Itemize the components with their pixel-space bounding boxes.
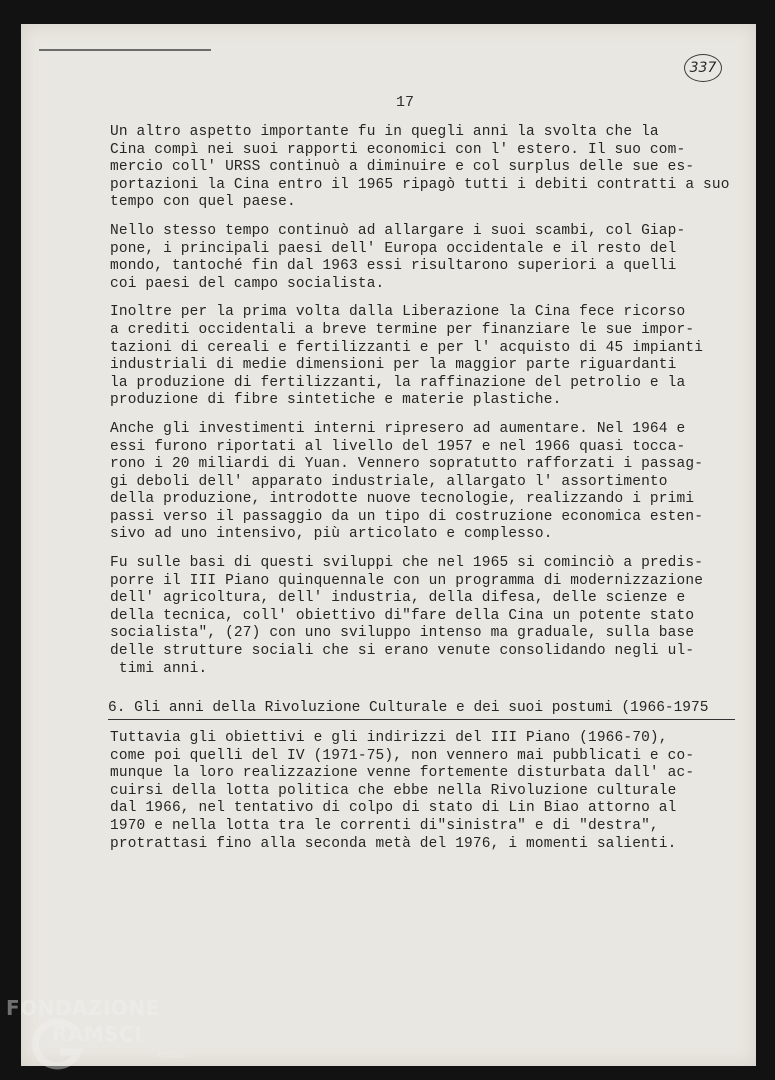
text-line: pone, i principali paesi dell' Europa occidentale e il resto del [110, 240, 677, 257]
body-text [110, 124, 740, 689]
text-line: delle strutture sociali che si erano venute consolidando negli ul- [110, 643, 695, 660]
text-line: della produzione, introdotte nuove tecnologie, realizzando i primi [110, 491, 695, 508]
text-line: Un altro aspetto importante fu in quegli anni la svolta che la [110, 124, 659, 140]
top-rule [39, 49, 211, 51]
text-line: la produzione di fertilizzanti, la raffinazione del petrolio e la [110, 374, 686, 391]
text-line: produzione di fibre sintetiche e materie plastiche. [110, 392, 562, 409]
text-line: cuirsi della lotta politica che ebbe nella Rivoluzione culturale [110, 782, 677, 799]
page-number: 17 [396, 94, 415, 111]
section-body-text [110, 730, 740, 864]
paragraph [110, 304, 740, 410]
paragraph [110, 421, 740, 544]
paragraph [110, 223, 740, 293]
text-line: passi verso il passaggio da un tipo di costruzione economica esten- [110, 508, 704, 525]
text-line: come poi quelli del IV (1971-75), non vennero mai pubblicati e co- [110, 747, 695, 764]
text-line: sivo ad uno intensivo, più articolato e complesso. [110, 526, 553, 543]
text-line: a crediti occidentali a breve termine per finanziare le sue impor- [110, 321, 695, 338]
text-line: dal 1966, nel tentativo di colpo di stato di Lin Biao attorno al [110, 800, 677, 817]
text-line: munque la loro realizzazione venne fortemente disturbata dall' ac- [110, 765, 695, 782]
text-line: 1970 e nella lotta tra le correnti di"sinistra" e di "destra", [110, 817, 659, 834]
text-line: gi deboli dell' apparato industriale, allargato l' assortimento [110, 473, 668, 490]
text-line: essi furono riportati al livello del 1957 e nel 1966 quasi tocca- [110, 438, 686, 455]
text-line: portazioni la Cina entro il 1965 ripagò tutti i debiti contratti a suo [110, 176, 730, 193]
text-line: rono i 20 miliardi di Yuan. Vennero sopratutto rafforzati i passag- [110, 456, 704, 473]
text-line: tempo con quel paese. [110, 194, 296, 211]
text-line: dell' agricoltura, dell' industria, della difesa, delle scienze e [110, 590, 686, 607]
paragraph [110, 124, 740, 212]
fondazione-gramsci-watermark [6, 996, 196, 1076]
text-line: Tuttavia gli obiettivi e gli indirizzi del III Piano (1966-70), [110, 730, 668, 746]
text-line: mondo, tantoché fin dal 1963 essi risultarono superiori a quelli [110, 258, 677, 275]
section-heading: 6. Gli anni della Rivoluzione Culturale e dei suoi postumi (1966-1975 [108, 700, 735, 720]
text-line: tazioni di cereali e fertilizzanti e per l' acquisto di 45 impianti [110, 339, 704, 356]
watermark-line-1: FONDAZIONE [6, 996, 160, 1020]
text-line: timi anni. [110, 660, 208, 677]
paragraph [110, 730, 740, 853]
text-line: protrattasi fino alla seconda metà del 1976, i momenti salienti. [110, 835, 677, 852]
text-line: della tecnica, coll' obiettivo di"fare della Cina un potente stato [110, 607, 695, 624]
text-line: porre il III Piano quinquennale con un programma di modernizzazione [110, 572, 704, 589]
watermark-line-2: RAMSCI [52, 1022, 143, 1046]
paragraph [110, 555, 740, 678]
text-line: mercio coll' URSS continuò a diminuire e col surplus delle sue es- [110, 159, 695, 176]
text-line: industriali di medie dimensioni per la maggior parte riguardanti [110, 357, 677, 374]
text-line: socialista", (27) con uno sviluppo intenso ma graduale, sulla base [110, 625, 695, 642]
text-line: Fu sulle basi di questi sviluppi che nel 1965 si cominciò a predis- [110, 555, 704, 572]
archive-number-stamp: 337 [684, 54, 722, 82]
text-line: Cina compì nei suoi rapporti economici con l' estero. Il suo com- [110, 141, 686, 158]
text-line: Nello stesso tempo continuò ad allargare i suoi scambi, col Giap- [110, 222, 686, 239]
text-line: Inoltre per la prima volta dalla Liberazione la Cina fece ricorso [110, 304, 686, 321]
text-line: Anche gli investimenti interni ripresero ad aumentare. Nel 1964 e [110, 420, 686, 437]
watermark-sub: onlus [158, 1050, 185, 1061]
text-line: coi paesi del campo socialista. [110, 275, 385, 292]
